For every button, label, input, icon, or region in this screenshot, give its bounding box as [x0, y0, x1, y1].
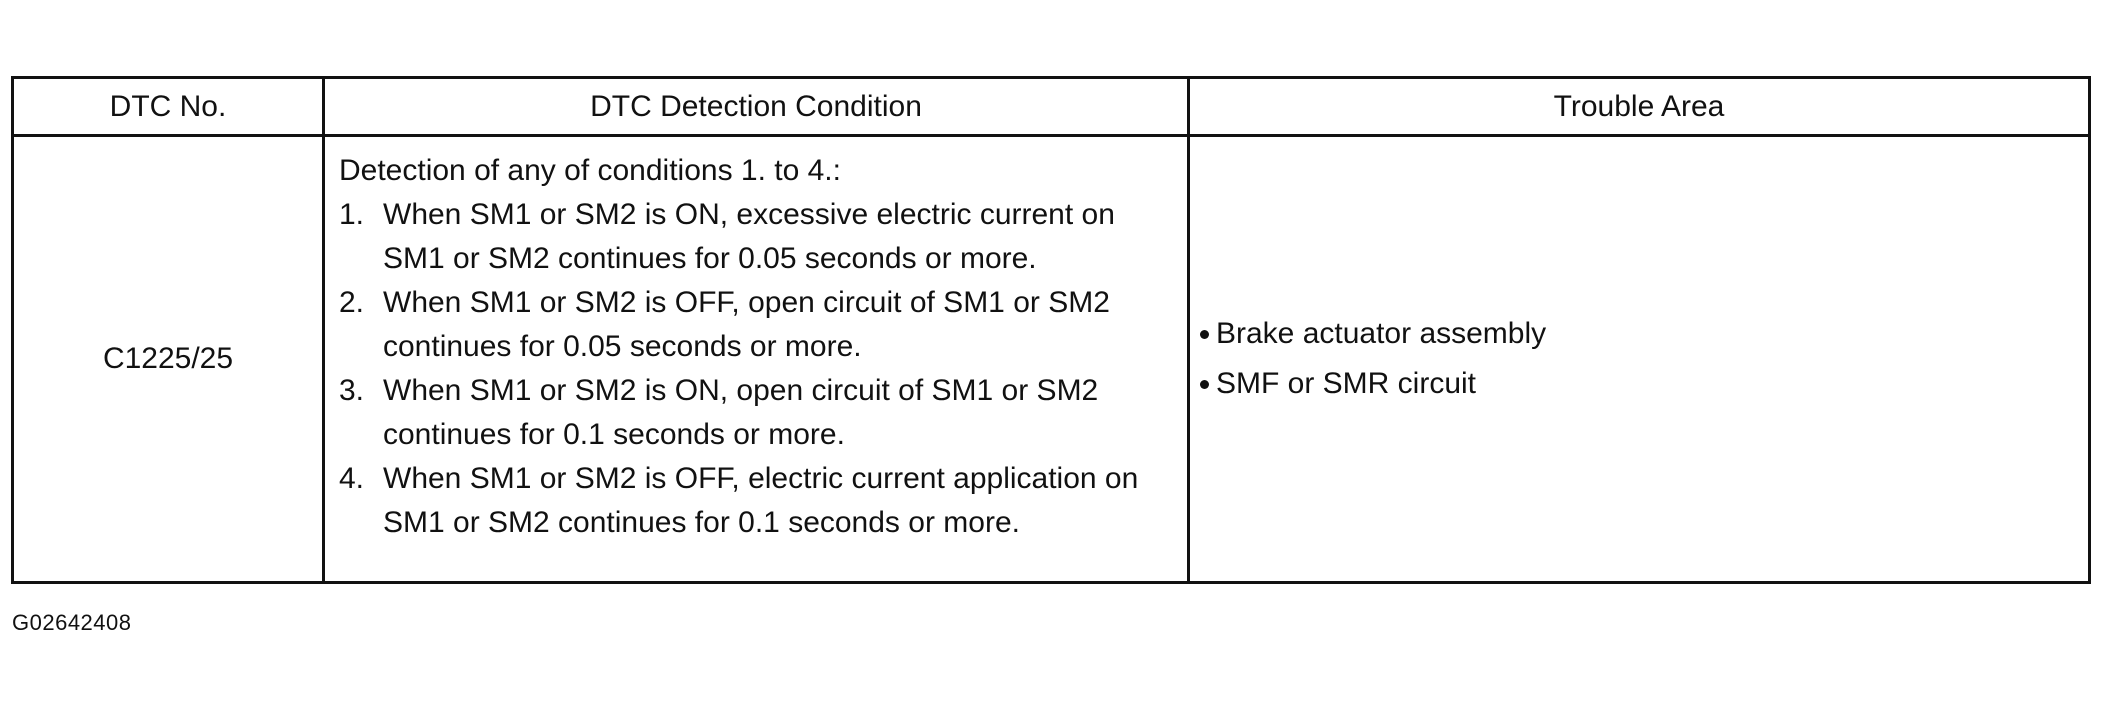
condition-text: When SM1 or SM2 is OFF, open circuit of SM1 or SM2 continues for 0.05 seconds or more.	[383, 286, 1110, 363]
condition-intro: Detection of any of conditions 1. to 4.:	[339, 154, 841, 187]
condition-item	[339, 193, 1175, 281]
condition-number: 1.	[339, 198, 365, 231]
trouble-area-cell	[1189, 136, 2090, 583]
bullet-icon	[1200, 330, 1209, 339]
header-trouble-area: Trouble Area	[1189, 78, 2090, 136]
condition-number: 4.	[339, 462, 365, 495]
trouble-area-text: Brake actuator assembly	[1216, 317, 1547, 350]
condition-item	[339, 281, 1175, 369]
trouble-area-item	[1200, 359, 2088, 409]
condition-number: 2.	[339, 286, 365, 319]
trouble-area-list	[1190, 309, 2088, 409]
condition-text: When SM1 or SM2 is ON, open circuit of SM1 or SM2 continues for 0.1 seconds or more.	[383, 374, 1099, 451]
condition-item	[339, 369, 1175, 457]
trouble-area-item	[1200, 309, 2088, 359]
figure-code: G02642408	[12, 610, 132, 635]
trouble-area-text: SMF or SMR circuit	[1216, 367, 1477, 400]
header-detection-condition: DTC Detection Condition	[324, 78, 1189, 136]
detection-condition-cell	[324, 136, 1189, 583]
dtc-table	[11, 76, 2091, 584]
dtc-number-cell: C1225/25	[13, 136, 324, 583]
header-dtc-no: DTC No.	[13, 78, 324, 136]
condition-text: When SM1 or SM2 is OFF, electric current application on SM1 or SM2 continues for 0.1 seconds or more.	[383, 462, 1139, 539]
table-header-row	[13, 78, 2090, 136]
bullet-icon	[1200, 380, 1209, 389]
condition-item	[339, 457, 1175, 545]
condition-text: When SM1 or SM2 is ON, excessive electric current on SM1 or SM2 continues for 0.05 seconds or more.	[383, 198, 1115, 275]
condition-list	[339, 193, 1175, 545]
table-row	[13, 136, 2090, 583]
condition-number: 3.	[339, 374, 365, 407]
